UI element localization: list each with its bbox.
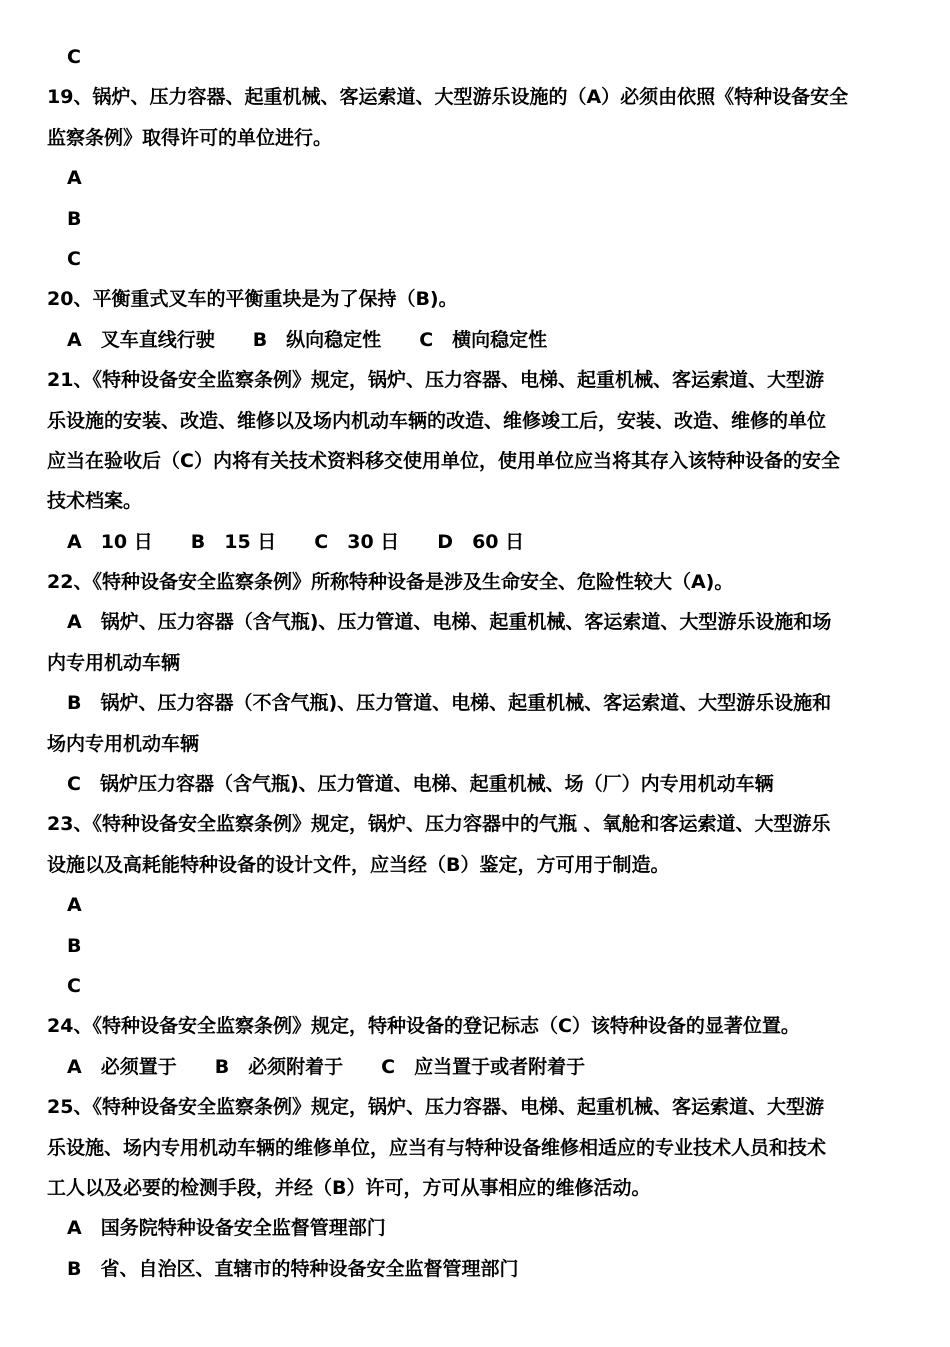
option-line: C bbox=[67, 974, 81, 997]
question-line: 24、《特种设备安全监察条例》规定，特种设备的登记标志（C）该特种设备的显著位置。 bbox=[47, 1015, 800, 1038]
question-line: 乐设施、场内专用机动车辆的维修单位，应当有与特种设备维修相适应的专业技术人员和技术 bbox=[47, 1136, 827, 1159]
option-line: C bbox=[67, 46, 81, 68]
option-line: B 锅炉、压力容器（不含气瓶)、压力管道、电梯、起重机械、客运索道、大型游乐设施和 bbox=[67, 692, 832, 715]
option-line: C bbox=[67, 247, 81, 270]
option-line: C 锅炉压力容器（含气瓶)、压力管道、电梯、起重机械、场（厂）内专用机动车辆 bbox=[67, 773, 774, 796]
option-line: B bbox=[67, 207, 82, 230]
question-line: 乐设施的安装、改造、维修以及场内机动车辆的改造、维修竣工后，安装、改造、维修的单位 bbox=[47, 409, 827, 432]
option-line: A bbox=[67, 894, 82, 917]
question-line: 内专用机动车辆 bbox=[47, 651, 181, 674]
question-line: 应当在验收后（C）内将有关技术资料移交使用单位，使用单位应当将其存入该特种设备的安全 bbox=[47, 449, 840, 472]
question-line: 25、《特种设备安全监察条例》规定，锅炉、压力容器、电梯、起重机械、客运索道、大型游 bbox=[47, 1096, 824, 1119]
option-line: A 必须置于 B 必须附着于 C 应当置于或者附着于 bbox=[67, 1055, 586, 1078]
question-line: 22、《特种设备安全监察条例》所称特种设备是涉及生命安全、危险性较大（A)。 bbox=[47, 571, 734, 594]
question-line: 19、锅炉、压力容器、起重机械、客运索道、大型游乐设施的（A）必须由依照《特种设备安全 bbox=[47, 86, 849, 109]
option-line: A 锅炉、压力容器（含气瓶)、压力管道、电梯、起重机械、客运索道、大型游乐设施和场 bbox=[67, 611, 832, 634]
question-line: 23、《特种设备安全监察条例》规定，锅炉、压力容器中的气瓶 、氧舱和客运索道、大型游乐 bbox=[47, 813, 831, 836]
question-line: 监察条例》取得许可的单位进行。 bbox=[47, 126, 333, 149]
option-line: A bbox=[67, 167, 82, 190]
question-list bbox=[47, 37, 905, 1289]
question-line: 技术档案。 bbox=[47, 490, 143, 513]
option-line: A 国务院特种设备安全监督管理部门 bbox=[67, 1217, 386, 1240]
option-line: B 省、自治区、直辖市的特种设备安全监督管理部门 bbox=[67, 1257, 519, 1280]
option-line: B bbox=[67, 934, 82, 957]
question-line: 场内专用机动车辆 bbox=[47, 732, 200, 755]
option-line: A 叉车直线行驶 B 纵向稳定性 C 横向稳定性 bbox=[67, 328, 548, 351]
question-line: 20、平衡重式叉车的平衡重块是为了保持（B)。 bbox=[47, 288, 458, 311]
option-line: A 10 日 B 15 日 C 30 日 D 60 日 bbox=[67, 530, 525, 553]
question-line: 设施以及高耗能特种设备的设计文件，应当经（B）鉴定，方可用于制造。 bbox=[47, 853, 670, 876]
question-line: 工人以及必要的检测手段，并经（B）许可，方可从事相应的维修活动。 bbox=[47, 1176, 651, 1199]
question-line: 21、《特种设备安全监察条例》规定，锅炉、压力容器、电梯、起重机械、客运索道、大型游 bbox=[47, 369, 824, 392]
